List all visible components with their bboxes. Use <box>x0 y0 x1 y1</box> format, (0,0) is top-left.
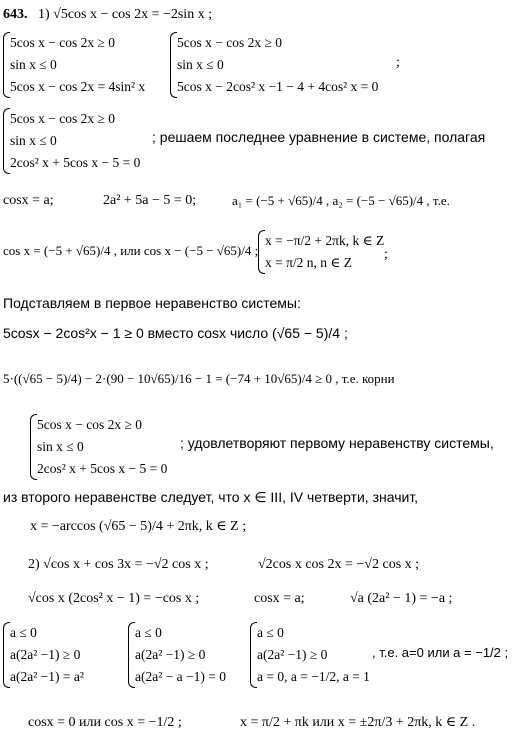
system-2-tail: ; <box>396 55 400 70</box>
quadratic-equation: 2a² + 5a − 5 = 0; <box>103 193 197 208</box>
system-14b <box>128 622 226 688</box>
system-row: a(2a² −1) ≥ 0 <box>10 647 81 662</box>
equation-2: 2) √cos x + cos 3x = −√2 cos x ; <box>28 557 209 572</box>
equation-2-factored: √cos x (2cos² x − 1) = −cos x ; <box>28 591 200 606</box>
system-row: a ≤ 0 <box>257 625 284 640</box>
system-3-note: ; решаем последнее уравнение в системе, полагая <box>152 129 486 145</box>
system-5-tail: ; <box>384 247 388 262</box>
system-1 <box>3 32 145 98</box>
system-row: a ≤ 0 <box>10 625 37 640</box>
system-row: a = 0, a = −1/2, a = 1 <box>257 669 370 684</box>
equation-in-a: √a (2a² − 1) = −a ; <box>350 591 453 606</box>
system-row: 5cos x − cos 2x ≥ 0 <box>177 35 283 50</box>
system-row: a(2a² −1) ≥ 0 <box>257 647 328 662</box>
system-row: x = π/2 n, n ∈ Z <box>265 255 353 270</box>
system-row: 2cos² x + 5cos x − 5 = 0 <box>10 155 141 170</box>
system-row: a ≤ 0 <box>135 625 162 640</box>
system-14c <box>250 622 370 688</box>
equation-1: 1) √5cos x − cos 2x = −2sin x ; <box>38 7 213 22</box>
answer-part-2: x = π/2 + πk или x = ±2π/3 + 2πk, k ∈ Z . <box>240 715 476 730</box>
system-row: x = −π/2 + 2πk, k ∈ Z <box>265 233 385 248</box>
equation-2-transformed: √2cos x cos 2x = −√2 cos x ; <box>258 557 420 572</box>
system-2 <box>170 32 378 98</box>
system-row: sin x ≤ 0 <box>10 133 57 148</box>
system-row: 5cos x − cos 2x ≥ 0 <box>10 111 116 126</box>
system-row: a(2a² − a −1) = 0 <box>135 669 226 684</box>
system-row: a(2a² −1) ≥ 0 <box>135 647 206 662</box>
substitution-2: cosx = a; <box>254 591 305 606</box>
system-3 <box>3 108 140 174</box>
system-5 <box>258 230 384 274</box>
substitution: cosx = a; <box>3 193 54 208</box>
problem-number: 643. <box>3 7 28 22</box>
system-row: 2cos² x + 5cos x − 5 = 0 <box>37 461 168 476</box>
system-row: sin x ≤ 0 <box>10 57 57 72</box>
answer-part-1: x = −arccos (√65 − 5)/4 + 2πk, k ∈ Z ; <box>30 519 247 534</box>
system-row: 5cos x − cos 2x ≥ 0 <box>37 417 143 432</box>
system-9 <box>30 414 167 480</box>
roots-a: a₁ = (−5 + √65)/4 , a₂ = (−5 − √65)/4 , т.е. <box>232 193 450 208</box>
system-row: sin x ≤ 0 <box>177 57 224 72</box>
system-14a <box>3 622 84 688</box>
substitution-heading: Подставляем в первое неравенство системы: <box>3 295 301 311</box>
a-values: , т.е. a=0 или a = −1/2 ; <box>372 645 509 660</box>
cos-values: cosx = 0 или cos x = −1/2 ; <box>28 715 182 730</box>
cos-cases: cos x = (−5 + √65)/4 , или cos x − (−5 − √65)/4 ; <box>3 243 259 258</box>
quadrant-remark: из второго неравенстве следует, что x ∈ III, IV четверти, значит, <box>3 489 419 505</box>
inequality-check: 5cosx − 2cos²x − 1 ≥ 0 вместо cosx число (√65 − 5)/4 ; <box>3 325 348 341</box>
numeric-check: 5·((√65 − 5)/4) − 2·(90 − 10√65)/16 − 1 = (−74 + 10√65)/4 ≥ 0 , т.е. корни <box>3 371 395 386</box>
system-row: a(2a² −1) = a² <box>10 669 84 684</box>
system-9-note: ; удовлетворяют первому неравенству системы, <box>180 435 494 451</box>
system-row: 5cos x − 2cos² x −1 − 4 + 4cos² x = 0 <box>177 79 379 94</box>
system-row: 5cos x − cos 2x = 4sin² x <box>10 79 146 94</box>
system-row: sin x ≤ 0 <box>37 439 84 454</box>
system-row: 5cos x − cos 2x ≥ 0 <box>10 35 116 50</box>
